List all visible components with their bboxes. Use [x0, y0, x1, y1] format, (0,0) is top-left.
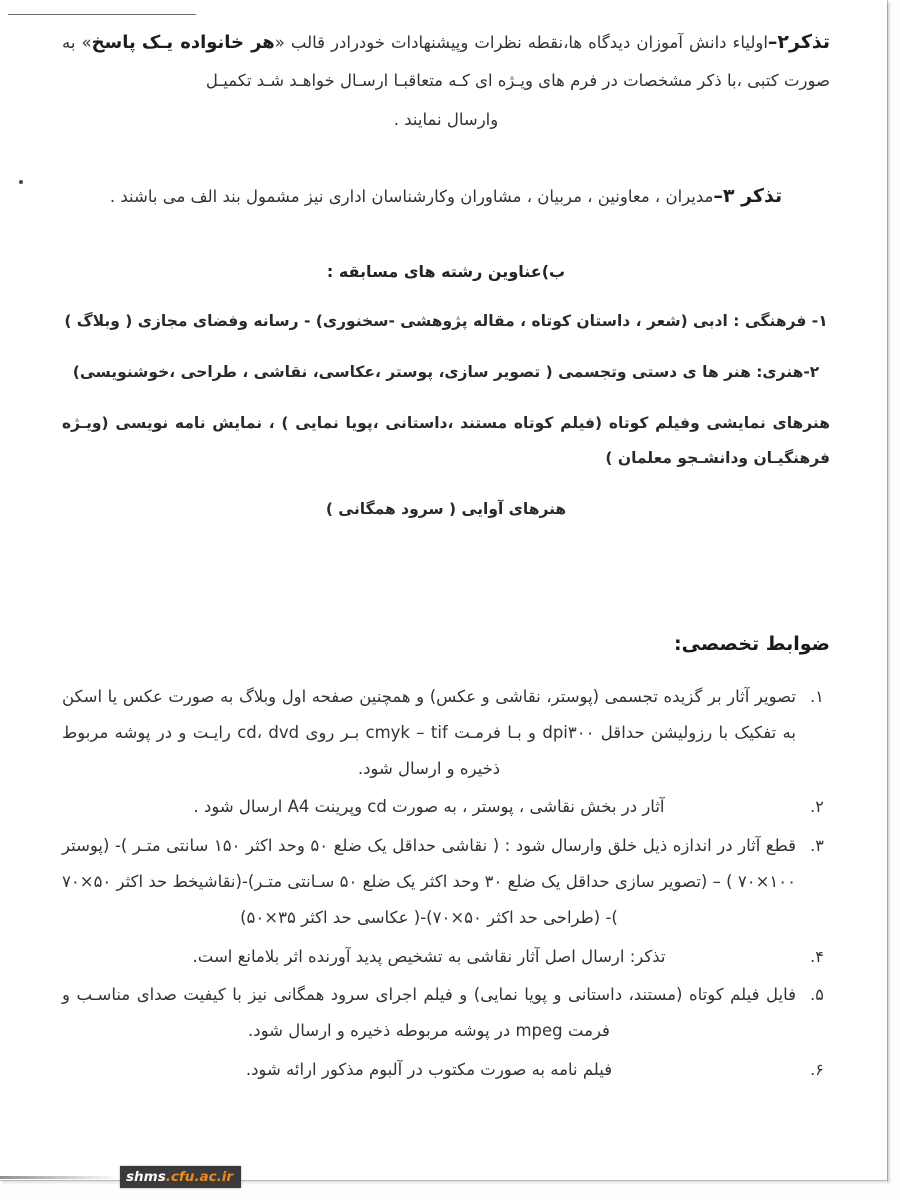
note-2-text-before-quote: اولیاء دانش آموزان دیدگاه ها،نقطه نظرات وپیشنهادات خودرادر قالب « — [274, 33, 768, 52]
watermark-prefix: shms — [126, 1169, 166, 1185]
note-2-lead: تذکر۲– — [767, 31, 830, 53]
discipline-item-artistic: ۲-هنری: هنر ها ی دستی وتجسمی ( تصویر سازی، پوستر ،عکاسی، نقاشی ، طراحی ،خوشنویسی) — [72, 363, 820, 382]
rule-text: آثار در بخش نقاشی ، پوستر ، به صورت cd وپرینت A4 ارسال شود . — [193, 797, 665, 817]
rule-item — [62, 977, 830, 1050]
watermark-tail — [0, 1176, 120, 1179]
discipline-item-cultural: ۱- فرهنگی : ادبی (شعر ، داستان کوتاه ، مقاله پژوهشی -سخنوری) - رسانه وفضای مجازی ( وبلاگ ) — [64, 312, 828, 331]
note-2-quote-bold-2: پاسخ — [91, 32, 136, 53]
section-b-heading: ب)عناوین رشته های مسابقه : — [326, 261, 566, 281]
spacer-discipline-1 — [62, 339, 830, 355]
rule-number: ۵. — [810, 984, 824, 1004]
note-3-text: مدیران ، معاونین ، مربیان ، مشاوران وکارشناسان اداری نیز مشمول بند الف می باشند . — [109, 186, 714, 206]
watermark-plate — [120, 1166, 241, 1188]
note-3-lead: تذکر ۳– — [713, 184, 783, 207]
spacer-after-note-3 — [62, 221, 830, 255]
rule-number: ۳. — [810, 835, 824, 855]
rule-number: ۲. — [810, 797, 824, 817]
spacer-before-specs — [62, 527, 830, 591]
note-3-paragraph — [62, 176, 830, 217]
rule-number: ۴. — [810, 946, 824, 966]
note-2-closing-line: وارسال نمایند . — [393, 110, 499, 130]
specs-section-title: ضوابط تخصصی: — [674, 632, 830, 655]
document-body — [62, 22, 830, 1090]
site-watermark — [0, 1166, 241, 1188]
spacer-after-specs-title — [62, 663, 830, 679]
ink-speck-artifact — [19, 180, 23, 184]
note-2-quote-bold-1: هر خانواده یـک — [141, 32, 275, 53]
rule-item — [62, 1052, 830, 1088]
rule-item — [62, 789, 830, 825]
specs-rules-list — [62, 679, 830, 1088]
rule-text: قطع آثار در اندازه ذیل خلق وارسال شود : ( نقاشی حداقل یک ضلع ۵۰ وحد اکثر ۱۵۰ سانتی متـر )- (پوستر ۱۰۰×۷۰ ) – (تصویر سازی حداقل یک ضلع ۳۰ وحد اکثر یک ضلع ۵۰ سـانتی متـر)-(نقاشیخط حد اکثر ۵۰×۷۰ )- (طراحی حد اکثر ۵۰×۷۰)-( عکاسی حد اکثر ۳۵×۵۰) — [62, 835, 796, 928]
watermark-suffix: .cfu.ac.ir — [165, 1169, 234, 1185]
rule-text: فیلم نامه به صورت مکتوب در آلبوم مذکور ارائه شود. — [245, 1059, 613, 1079]
spacer-discipline-2 — [62, 390, 830, 406]
spacer-discipline-3 — [62, 476, 830, 492]
spacer-after-section-b-heading — [62, 288, 830, 304]
note-2-text-after-quote: » به صورت کتبی ،با ذکر مشخصات در فرم های ویـژه ای کـه متعاقبـا ارسـال خواهـد شـد تکمیـل — [62, 33, 830, 90]
spacer-before-specs-2 — [62, 591, 830, 625]
rule-number: ۶. — [810, 1059, 824, 1079]
rule-text: فایل فیلم کوتاه (مستند، داستانی و پویا نمایی) و فیلم اجرای سرود همگانی نیز با کیفیت صدای مناسـب و فرمت mpeg در پوشه مربوطه ذخیره و ارسال شود. — [62, 984, 796, 1041]
rule-text: تصویر آثار بر گزیده تجسمی (پوستر، نقاشی و عکس) و همچنین صفحه اول وبلاگ به صورت عکس یا اسکن به تفکیک با رزولیشن حداقل dpi۳۰۰ و بـا فرمـت cmyk – tif بـر روی cd، dvd رایـت و در پوشه مربوط ذخیره و ارسال شود. — [62, 686, 796, 779]
rule-item — [62, 939, 830, 975]
note-2-paragraph — [62, 22, 830, 98]
rule-item — [62, 679, 830, 788]
rule-text: تذکر: ارسال اصل آثار نقاشی به تشخیص پدید آورنده اثر بلامانع است. — [192, 946, 666, 966]
rule-number: ۱. — [810, 686, 824, 706]
rule-item — [62, 828, 830, 937]
discipline-item-performing: هنرهای نمایشی وفیلم کوتاه (فیلم کوتاه مستند ،داستانی ،پویا نمایی ) ، نمایش نامه نویسی (ویـژه فرهنگیـان ودانشـجو معلمان ) — [62, 413, 830, 467]
spacer-after-note-2 — [62, 142, 830, 176]
discipline-item-vocal: هنرهای آوایی ( سرود همگانی ) — [325, 499, 567, 518]
scan-line-artifact — [8, 14, 196, 15]
